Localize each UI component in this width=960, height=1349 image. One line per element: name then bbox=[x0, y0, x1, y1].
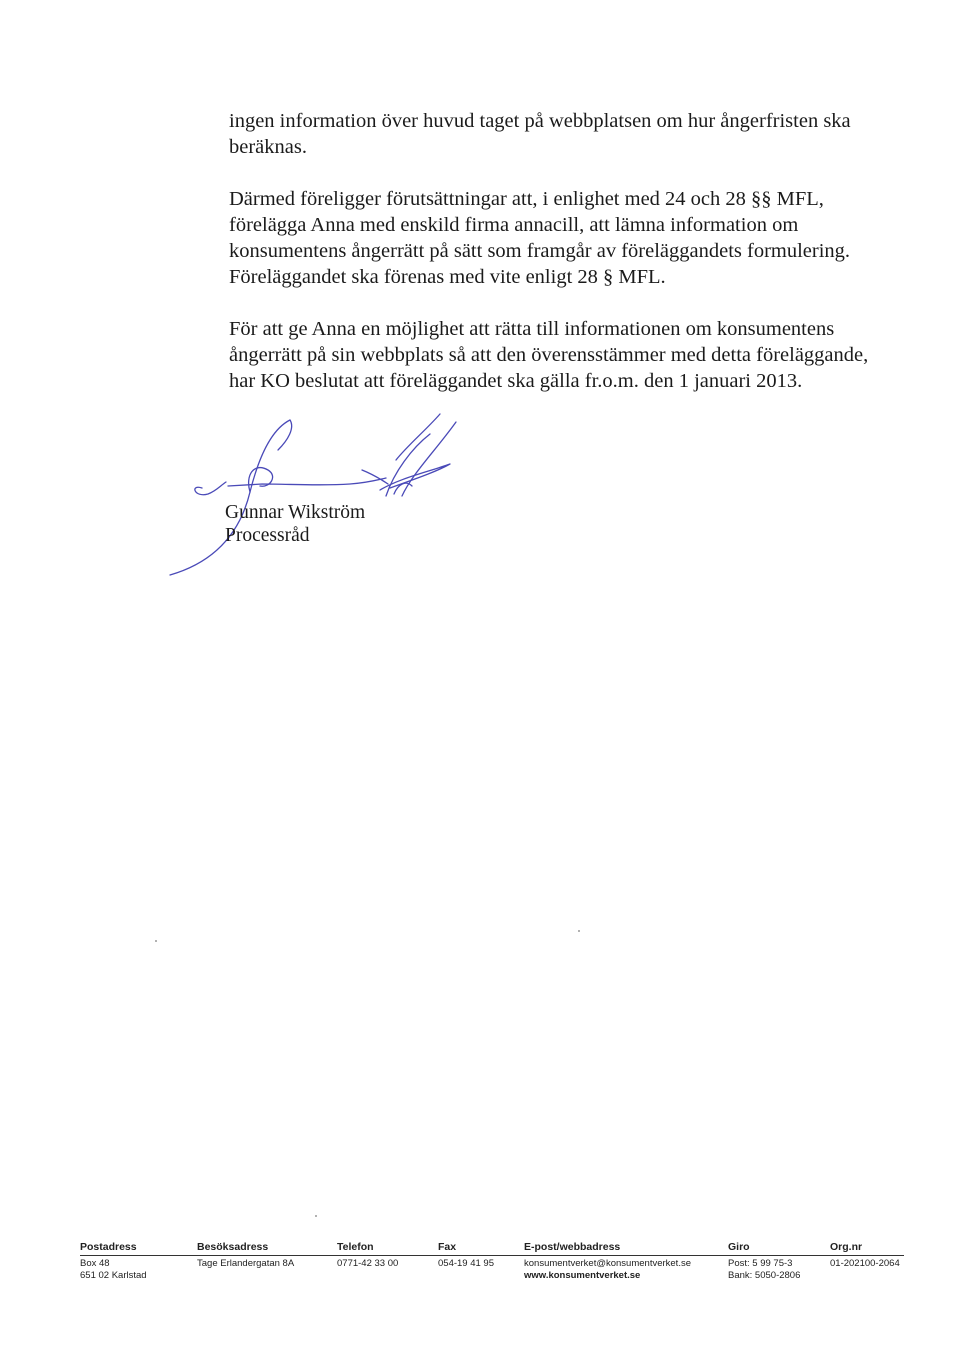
footer-besoksadress-values bbox=[197, 1258, 294, 1270]
signer-name: Gunnar Wikström bbox=[225, 502, 366, 523]
text-line: För att ge Anna en möjlighet att rätta till informationen om konsumentens bbox=[229, 318, 835, 340]
footer-besoksadress bbox=[197, 1240, 268, 1254]
footer-giro-values bbox=[728, 1258, 800, 1282]
footer-telefon-values bbox=[337, 1258, 398, 1270]
text-line: har KO beslutat att föreläggandet ska gälla fr.o.m. den 1 januari 2013. bbox=[229, 370, 803, 392]
footer-label: E-post/webbadress bbox=[524, 1241, 621, 1253]
footer-value: 651 02 Karlstad bbox=[80, 1270, 147, 1281]
footer-orgnr-values bbox=[830, 1258, 900, 1270]
text-line: beräknas. bbox=[229, 136, 307, 158]
footer-postadress-values bbox=[80, 1258, 147, 1282]
scan-speck bbox=[578, 930, 580, 932]
footer-rule bbox=[80, 1255, 904, 1256]
footer-value: Box 48 bbox=[80, 1258, 110, 1269]
footer-giro bbox=[728, 1240, 750, 1254]
text-line: förelägga Anna med enskild firma annacill, att lämna information om bbox=[229, 214, 799, 236]
footer-value: 0771-42 33 00 bbox=[337, 1258, 399, 1269]
footer-telefon bbox=[337, 1240, 374, 1254]
footer-value: Bank: 5050-2806 bbox=[728, 1270, 801, 1281]
footer-epost-values bbox=[524, 1258, 691, 1282]
footer-value: 01-202100-2064 bbox=[830, 1258, 900, 1269]
text-line: Föreläggandet ska förenas med vite enligt 28 § MFL. bbox=[229, 266, 666, 288]
footer-value: www.konsumentverket.se bbox=[524, 1270, 641, 1281]
handwritten-signature bbox=[150, 400, 470, 590]
footer-label: Postadress bbox=[80, 1241, 137, 1253]
paragraph-3 bbox=[229, 316, 869, 394]
footer-postadress bbox=[80, 1240, 137, 1254]
footer-value: Tage Erlandergatan 8A bbox=[197, 1258, 295, 1269]
text-line: ångerrätt på sin webbplats så att den överensstämmer med detta föreläggande, bbox=[229, 344, 869, 366]
paragraph-2 bbox=[229, 186, 849, 290]
scan-speck bbox=[155, 940, 157, 942]
text-line: ingen information över huvud taget på webbplatsen om hur ångerfristen ska bbox=[229, 110, 851, 132]
footer-label: Giro bbox=[728, 1241, 750, 1253]
footer-orgnr bbox=[830, 1240, 862, 1254]
footer-label: Besöksadress bbox=[197, 1241, 269, 1253]
footer-epost bbox=[524, 1240, 620, 1254]
paragraph-1 bbox=[229, 108, 849, 160]
footer-label: Org.nr bbox=[830, 1241, 863, 1253]
footer-label: Telefon bbox=[337, 1241, 374, 1253]
footer-value: Post: 5 99 75-3 bbox=[728, 1258, 793, 1269]
signer-title: Processråd bbox=[225, 525, 310, 546]
text-line: Därmed föreligger förutsättningar att, i enlighet med 24 och 28 §§ MFL, bbox=[229, 188, 824, 210]
footer-fax-values bbox=[438, 1258, 494, 1270]
footer-label: Fax bbox=[438, 1241, 457, 1253]
footer-fax bbox=[438, 1240, 456, 1254]
scan-speck bbox=[315, 1215, 317, 1217]
text-line: konsumentens ångerrätt på sätt som framgår av föreläggandets formulering. bbox=[229, 240, 851, 262]
footer-value: konsumentverket@konsumentverket.se bbox=[524, 1258, 691, 1269]
footer-value: 054-19 41 95 bbox=[438, 1258, 494, 1269]
